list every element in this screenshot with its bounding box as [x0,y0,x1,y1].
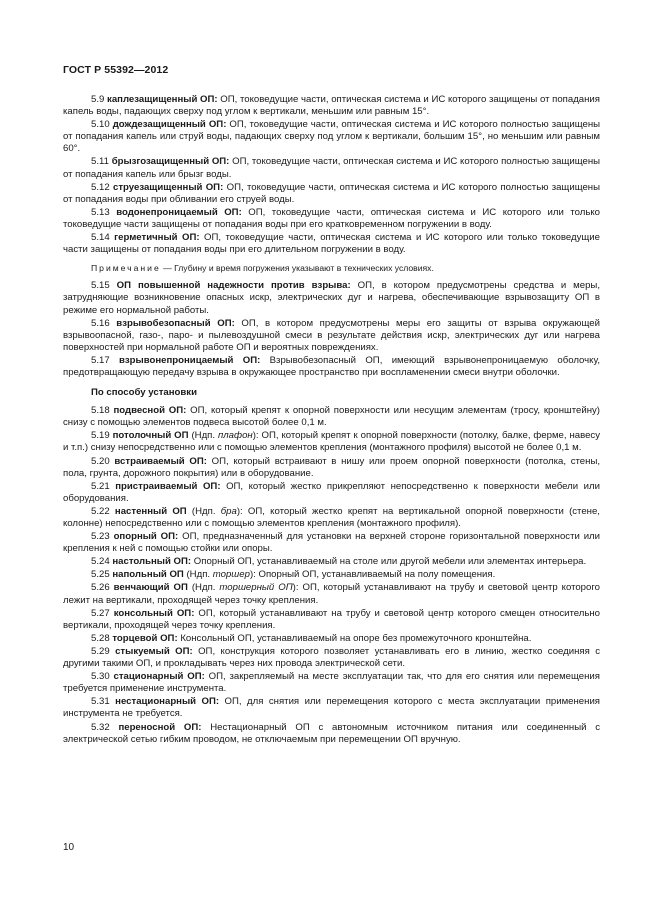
deprecated-prefix: (Ндп. [191,505,221,517]
defined-term: встраиваемый ОП: [114,455,207,467]
deprecated-prefix: (Ндп. [186,569,213,581]
definition-text: Нестационарный ОП с автономным источником питания или соединенный с электрической сетью гибким проводом, не отключаемым при перемещении ОП вручную. [63,721,600,745]
definition-paragraph [63,569,600,581]
definition-paragraph [63,696,600,720]
definition-paragraph [63,722,600,746]
definition-text: ОП, который крепят к опорной поверхности (потолку, балке, ферме, навесу и т.п.) снизу непосредственно или с помощью элементов крепления (монтажного профиля) высотой не более 0,1 м. [63,430,601,454]
definition-text: ОП, который устанавливают на трубу и световой центр которого лежит на вертикали, проходящей через точку крепления. [63,582,600,606]
page-number: 10 [63,842,75,853]
note-label: Примечание [91,263,161,274]
definition-paragraph [63,646,600,670]
definition-paragraph [63,207,600,231]
definition-text: Опорный ОП, устанавливаемый на полу помещения. [258,569,496,581]
installation-definitions [63,405,600,746]
clause-number: 5.19 [91,430,110,442]
defined-term: настольный ОП: [112,556,192,568]
definition-text: Опорный ОП, устанавливаемый на столе или другой мебели или элементах интерьера. [193,556,587,568]
defined-term: напольный ОП [112,569,184,581]
definition-paragraph [63,232,600,256]
definition-paragraph [63,156,600,180]
clause-number: 5.18 [91,405,110,417]
deprecated-suffix: ): [292,582,299,594]
definition-text: ОП, токоведущие части, оптическая система и ИС которого полностью защищены от попадания капель или брызг воды. [63,156,601,180]
definition-text: ОП, в котором предусмотрены меры его защиты от взрыва окружающей взрывоопасной, газо-, паро- и пылевоздушной смеси в результате действия искр, электрических дуг или нагрева поверхностей при нормальной работе ОП и вероятных повреждениях. [63,317,600,353]
defined-term: стационарный ОП: [113,671,205,683]
deprecated-suffix: ): [252,430,259,442]
definition-text: ОП, который жестко прикрепляют непосредственно к поверхности мебели или оборудования. [63,480,600,504]
definition-text: ОП, токоведущие части, оптическая система и ИС которого или только токоведущие части защищены от попадания воды при его длительном погружении в воду. [63,232,600,256]
definition-text: ОП, токоведущие части, оптическая система и ИС которого или только токоведущие части защищены от попадания воды при его кратковременном погружении в воду. [63,206,600,230]
defined-term: дождезащищенный ОП: [112,119,227,131]
definition-text: ОП, для снятия или перемещения которого с места эксплуатации применения инструмента не требуется. [63,696,600,720]
clause-number: 5.21 [91,480,110,492]
defined-term: венчающий ОП [113,582,188,594]
clause-number: 5.32 [91,721,110,733]
clause-number: 5.9 [91,94,105,105]
definition-paragraph [63,531,600,555]
deprecated-prefix: (Ндп. [191,582,220,594]
clause-number: 5.28 [91,632,110,644]
definition-text: Консольный ОП, устанавливаемый на опоре без промежуточного кронштейна. [180,632,532,644]
clause-number: 5.26 [91,582,110,594]
definition-paragraph [63,355,600,379]
clause-number: 5.30 [91,671,110,683]
clause-number: 5.10 [91,119,110,131]
definition-paragraph [63,94,600,118]
definition-paragraph [63,182,600,206]
deprecated-term: бра [220,505,237,517]
defined-term: подвесной ОП: [113,405,187,417]
definition-text: ОП, который встраивают в нишу или проем опорной поверхности (потолка, стены, пола, грунта, дорожного покрытия) или в оборудование. [63,455,601,479]
definition-text: ОП, предназначенный для установки на верхней стороне горизонтальной поверхности или крепления к ней с помощью стойки или опоры. [63,531,601,555]
definition-text: ОП, токоведущие части, оптическая система и ИС которого полностью защищены от попадания капель или струй воды, падающих сверху под углом к вертикали, большим 15°, но меньшим или равным 60°. [63,119,601,155]
section-title: По способу установки [91,387,197,399]
clause-number: 5.23 [91,531,110,543]
clause-number: 5.11 [91,156,109,168]
definition-paragraph [63,556,600,568]
clause-number: 5.24 [91,556,110,568]
defined-term: пристраиваемый ОП: [115,480,221,492]
definition-paragraph [63,608,600,632]
clause-number: 5.20 [91,455,110,467]
definition-paragraph [63,280,600,316]
note-text: — Глубину и время погружения указывают в технических условиях. [160,263,434,274]
defined-term: потолочный ОП [112,430,189,442]
definition-text: ОП, который жестко крепят на вертикальной опорной поверхности (стене, колонне) непосредственно или с помощью элементов крепления (монтажного профиля). [63,505,600,529]
clause-number: 5.22 [91,505,110,517]
definition-paragraph [63,671,600,695]
deprecated-suffix: ): [249,569,256,581]
note [63,262,600,274]
defined-term: стыкуемый ОП: [115,645,193,657]
clause-number: 5.13 [91,206,110,218]
clause-number: 5.16 [91,317,110,329]
definition-paragraph [63,456,600,480]
defined-term: брызгозащищенный ОП: [111,156,230,168]
defined-term: ОП повышенной надежности против взрыва: [116,280,351,292]
deprecated-term: торшерный ОП [219,582,293,594]
clause-number: 5.31 [91,696,110,708]
definition-paragraph [63,633,600,645]
defined-term: взрывонепроницаемый ОП: [119,354,261,366]
deprecated-prefix: (Ндп. [191,430,218,442]
definition-text: ОП, токоведущие части, оптическая система и ИС которого полностью защищены от попадания воды при обливании его струей воды. [63,181,601,205]
deprecated-term: плафон [217,430,253,442]
defined-term: каплезащищенный ОП: [107,94,218,105]
protection-definitions [63,94,600,256]
clause-number: 5.27 [91,607,110,619]
standard-header: ГОСТ Р 55392—2012 [63,64,169,76]
document-body [63,94,600,747]
definition-paragraph [63,481,600,505]
defined-term: торцевой ОП: [112,632,178,644]
defined-term: взрывобезопасный ОП: [116,317,235,329]
definition-text: Взрывобезопасный ОП, имеющий взрывонепроницаемую оболочку, предотвращающую передачу взрыва в окружающее пространство при воспламенении смеси внутри оболочки. [63,354,600,378]
clause-number: 5.25 [91,569,110,581]
defined-term: настенный ОП [114,505,187,517]
definition-paragraph [63,430,600,454]
clause-number: 5.15 [91,280,110,292]
explosion-definitions [63,280,600,379]
defined-term: консольный ОП: [113,607,195,619]
clause-number: 5.12 [91,181,110,193]
defined-term: опорный ОП: [113,531,179,543]
defined-term: нестационарный ОП: [115,696,220,708]
definition-paragraph [63,119,600,155]
definition-text: ОП, конструкция которого позволяет устанавливать его в линию, жестко соединяя с другими такими ОП, и прокладывать через них провода электрической сети. [63,645,600,670]
definition-paragraph [63,405,600,429]
definition-text: ОП, в котором предусмотрены средства и меры, затрудняющие возникновение опасных искр, электрических дуг и нагрева, обеспечивающие взрывозащиту ОП в режиме его нормальной работы. [63,280,600,316]
definition-paragraph [63,582,600,606]
definition-text: ОП, который устанавливают на трубу и световой центр которого смещен относительно вертикали, проходящей через точку крепления. [63,607,601,631]
defined-term: переносной ОП: [118,721,202,733]
defined-term: герметичный ОП: [114,232,200,244]
defined-term: струезащищенный ОП: [113,181,224,193]
definition-paragraph [63,506,600,530]
defined-term: водонепроницаемый ОП: [116,206,242,218]
deprecated-suffix: ): [236,505,243,517]
clause-number: 5.14 [91,232,110,244]
definition-text: ОП, закрепляемый на месте эксплуатации так, что для его снятия или перемещения требуется применение инструмента. [63,671,600,695]
definition-text: ОП, токоведущие части, оптическая система и ИС которого защищены от попадания капель воды, падающих сверху под углом к вертикали, меньшим или равным 15°. [63,94,600,118]
clause-number: 5.29 [91,645,110,657]
clause-number: 5.17 [91,354,110,366]
definition-paragraph [63,318,600,354]
definition-text: ОП, который крепят к опорной поверхности или несущим элементам (тросу, кронштейну) снизу с помощью элементов подвеса высотой более 0,1 м. [63,405,600,429]
deprecated-term: торшер [212,569,250,581]
